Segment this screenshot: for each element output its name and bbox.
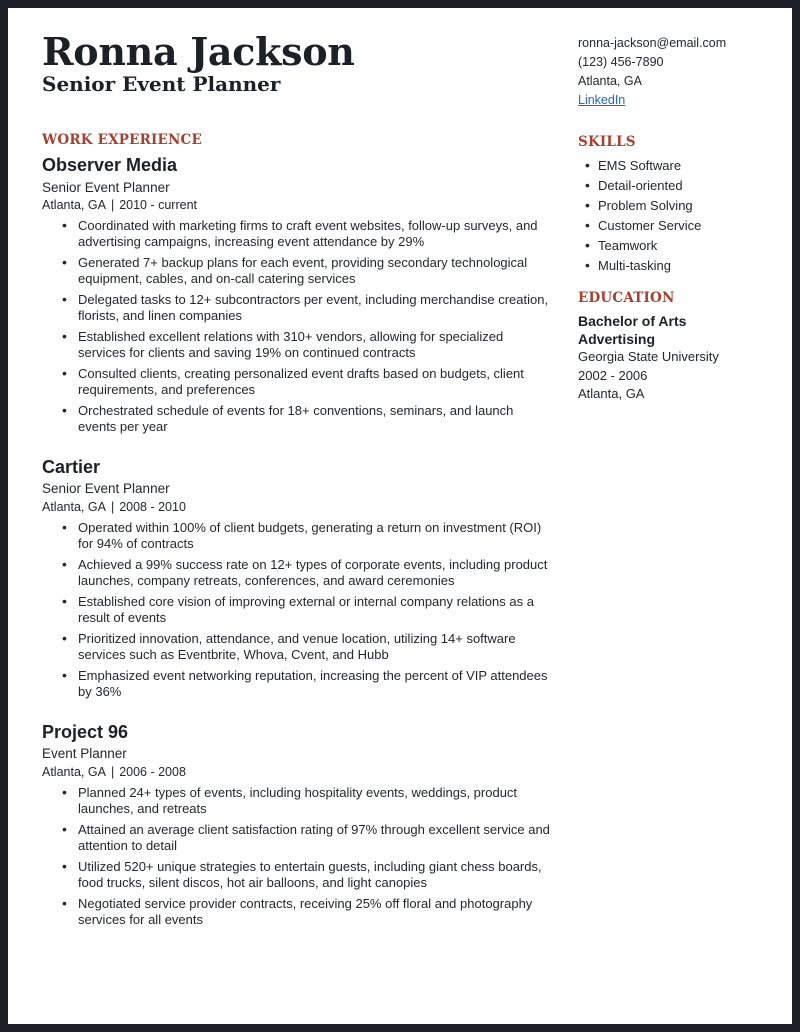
job-bullet: • Coordinated with marketing firms to craft event websites, follow-up surveys, and advertising campaigns, increasing event attendance by 29%: [56, 218, 550, 251]
education-school: Georgia State University: [578, 349, 719, 364]
resume-sheet: [8, 8, 792, 1024]
header-spacer: [42, 110, 758, 132]
job-bullet: • Emphasized event networking reputation, increasing the percent of VIP attendees by 36%: [56, 668, 550, 701]
skill-item: • Problem Solving: [578, 196, 792, 215]
section-heading-skills: SKILLS: [578, 134, 636, 150]
job-location: Atlanta, GA: [42, 764, 106, 779]
section-heading-work-experience: WORK EXPERIENCE: [42, 132, 202, 148]
skill-item: • EMS Software: [578, 156, 792, 175]
job-bullet: • Attained an average client satisfaction rating of 97% through excellent service and attention to detail: [56, 822, 550, 855]
job-spacer: [42, 705, 550, 721]
job-bullet: • Prioritized innovation, attendance, and venue location, utilizing 14+ software services such as Eventbrite, Whova, Cvent, and Hubb: [56, 631, 550, 664]
job-location: Atlanta, GA: [42, 198, 106, 213]
skill-item: • Multi-tasking: [578, 256, 792, 275]
skills-section: [578, 134, 792, 275]
page-border-left: [0, 0, 8, 1032]
page-border-right: [792, 0, 800, 1032]
job-spacer: [42, 440, 550, 456]
job-company: Observer Media: [42, 155, 178, 175]
job-title: Senior Event Planner: [42, 179, 170, 195]
page-border-top: [0, 0, 800, 8]
education-degree: Bachelor of Arts: [578, 313, 687, 329]
job-bullet: • Negotiated service provider contracts, receiving 25% off floral and photography services for all events: [56, 896, 550, 929]
linkedin-link[interactable]: LinkedIn: [578, 93, 626, 107]
skill-item: • Detail-oriented: [578, 176, 792, 195]
job-meta-separator: |: [110, 764, 115, 779]
job-bullet: • Achieved a 99% success rate on 12+ types of corporate events, including product launches, company retreats, conferences, and award ceremonies: [56, 557, 550, 590]
job-dates: 2006 - 2008: [119, 764, 186, 779]
education-field: Advertising: [578, 331, 656, 347]
job-entry: [42, 721, 550, 929]
job-dates: 2008 - 2010: [119, 499, 186, 514]
body-row: [42, 132, 758, 933]
job-company: Project 96: [42, 721, 129, 742]
job-dates: 2010 - current: [119, 198, 198, 213]
work-experience-section: [42, 132, 550, 933]
job-bullet: • Consulted clients, creating personalized event drafts based on budgets, client requirements, and preferences: [56, 366, 550, 399]
job-bullet: • Utilized 520+ unique strategies to entertain guests, including giant chess boards, food trucks, silent discos, hot air balloons, and light canopies: [56, 859, 550, 892]
job-bullet: • Established core vision of improving external or internal company relations as a result of events: [56, 594, 550, 627]
job-bullet-list: [42, 785, 550, 929]
job-company: Cartier: [42, 456, 101, 477]
job-meta: [42, 499, 550, 516]
job-meta: [42, 764, 550, 781]
job-bullet-list: [42, 218, 550, 436]
job-location: Atlanta, GA: [42, 499, 106, 514]
education-dates: 2002 - 2006: [578, 367, 648, 383]
contact-location: Atlanta, GA: [578, 74, 642, 88]
job-bullet: • Delegated tasks to 12+ subcontractors per event, including merchandise creation, florists, and linen companies: [56, 292, 550, 325]
job-headline: Senior Event Planner: [42, 72, 281, 97]
job-bullet: • Established excellent relations with 310+ vendors, allowing for specialized services for clients and saving 19% on continued contracts: [56, 329, 550, 362]
page-title: Ronna Jackson: [42, 29, 355, 74]
sidebar-spacer: [578, 276, 792, 290]
education-section: [578, 290, 792, 404]
job-entry: [42, 456, 550, 701]
job-list: [42, 154, 550, 929]
job-title: Senior Event Planner: [42, 481, 170, 497]
header-row: [42, 29, 758, 110]
identity-block: [42, 29, 550, 97]
job-bullet: • Operated within 100% of client budgets, generating a return on investment (ROI) for 94% of contracts: [56, 520, 550, 553]
skill-item: • Teamwork: [578, 236, 792, 255]
contact-phone: (123) 456-7890: [578, 55, 664, 69]
job-bullet: • Planned 24+ types of events, including hospitality events, weddings, product launches, and retreats: [56, 785, 550, 818]
contact-email: ronna-jackson@email.com: [578, 36, 727, 50]
skills-list: [578, 156, 792, 275]
job-bullet: • Generated 7+ backup plans for each event, providing secondary technological equipment, cables, and on-call catering services: [56, 255, 550, 288]
skill-item: • Customer Service: [578, 216, 792, 235]
section-heading-education: EDUCATION: [578, 290, 675, 306]
page-border-bottom: [0, 1024, 800, 1032]
job-meta-separator: |: [110, 499, 115, 514]
job-entry: [42, 154, 550, 436]
sidebar: [578, 132, 792, 404]
contact-block: [578, 32, 792, 110]
job-bullet-list: [42, 520, 550, 701]
job-meta: [42, 197, 550, 214]
job-meta-separator: |: [110, 198, 115, 213]
job-title: Event Planner: [42, 746, 127, 762]
education-location: Atlanta, GA: [578, 386, 645, 401]
job-bullet: • Orchestrated schedule of events for 18+ conventions, seminars, and launch events per year: [56, 403, 550, 436]
